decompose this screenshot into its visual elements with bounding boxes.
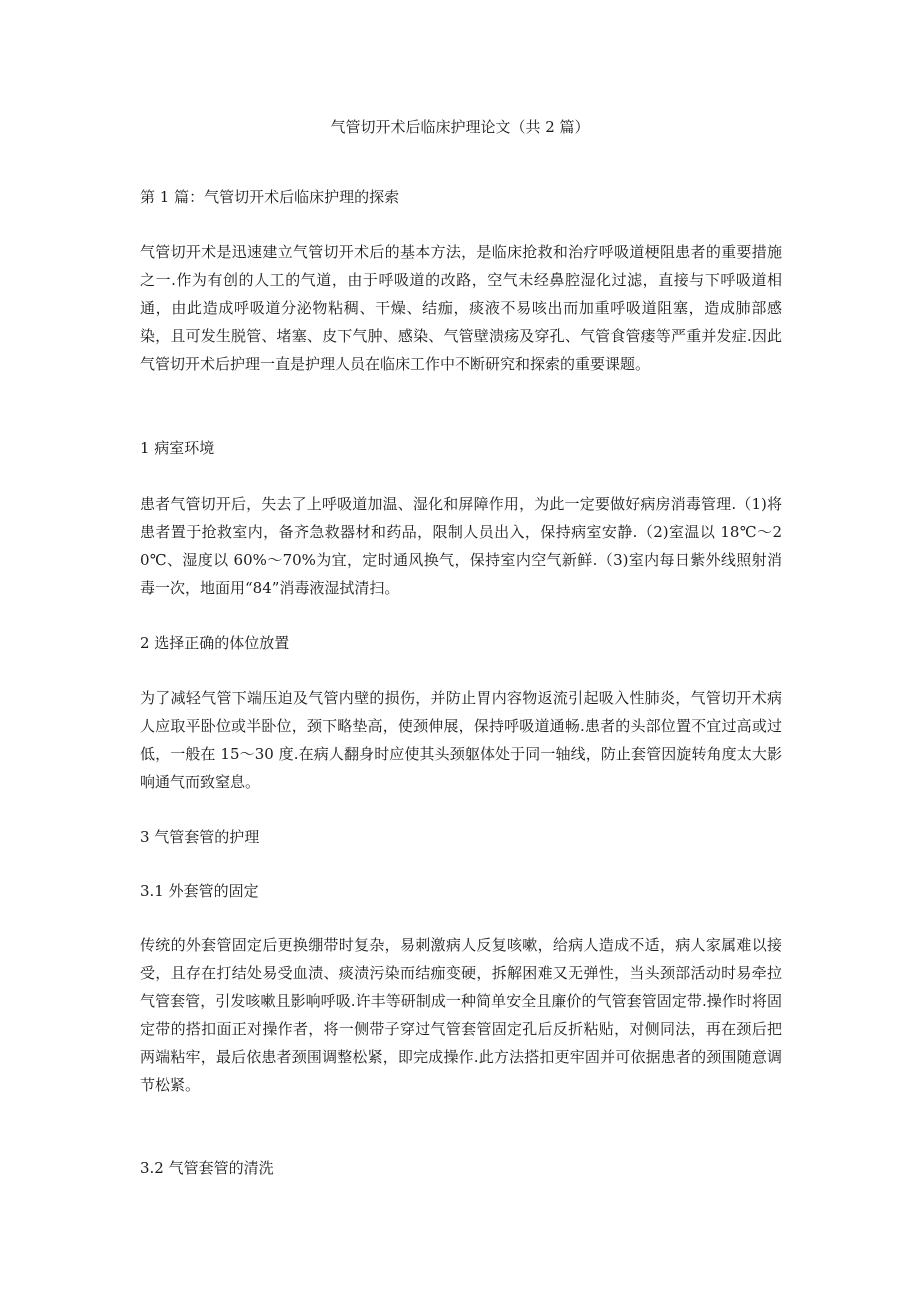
- section-1-paragraph: 患者气管切开后，失去了上呼吸道加温、湿化和屏障作用，为此一定要做好病房消毒管理.（1)将患者置于抢救室内，备齐急救器材和药品，限制人员出入，保持病室安静.（2)室温以 18℃～20℃、湿度以 60%～70%为宜，定时通风换气，保持室内空气新鲜.（3)室内每日紫外线照射消毒一次，地面用“84”消毒液湿拭清扫。: [140, 495, 782, 597]
- section-2-heading: 2 选择正确的体位放置: [140, 634, 290, 652]
- intro-paragraph: 气管切开术是迅速建立气管切开术后的基本方法，是临床抢救和治疗呼吸道梗阻患者的重要措施之一.作为有创的人工的气道，由于呼吸道的改路，空气未经鼻腔湿化过滤，直接与下呼吸道相通，由此造成呼吸道分泌物粘稠、干燥、结痂，痰液不易咳出而加重呼吸道阻塞，造成肺部感染，且可发生脱管、堵塞、皮下气肿、感染、气管壁溃疡及穿孔、气管食管瘘等严重并发症.因此气管切开术后护理一直是护理人员在临床工作中不断研究和探索的重要课题。: [140, 243, 782, 373]
- section-3-1-paragraph: 传统的外套管固定后更换绷带时复杂，易刺激病人反复咳嗽，给病人造成不适，病人家属难以接受，且存在打结处易受血渍、痰渍污染而结痂变硬，拆解困难又无弹性，当头颈部活动时易牵拉气管套管，引发咳嗽且影响呼吸.许丰等研制成一种简单安全且廉价的气管套管固定带.操作时将固定带的搭扣面正对操作者，将一侧带子穿过气管套管固定孔后反折粘贴，对侧同法，再在颈后把两端粘牢，最后依患者颈围调整松紧，即完成操作.此方法搭扣更牢固并可依据患者的颈围随意调节松紧。: [140, 936, 782, 1094]
- section-1-heading: 1 病室环境: [140, 439, 215, 457]
- section-3-1-heading: 3.1 外套管的固定: [140, 882, 259, 900]
- document-title: 气管切开术后临床护理论文（共 2 篇）: [330, 118, 590, 136]
- section-3-heading: 3 气管套管的护理: [140, 828, 260, 846]
- section-2-paragraph: 为了减轻气管下端压迫及气管内壁的损伤，并防止胃内容物返流引起吸入性肺炎，气管切开术病人应取平卧位或半卧位，颈下略垫高，使颈伸展，保持呼吸道通畅.患者的头部位置不宜过高或过低，一般在 15～30 度.在病人翻身时应使其头颈躯体处于同一轴线，防止套管因旋转角度太大影响通气而致窒息。: [140, 689, 782, 791]
- section-3-2-heading: 3.2 气管套管的清洗: [140, 1159, 274, 1177]
- part-heading: 第 1 篇：气管切开术后临床护理的探索: [140, 188, 400, 206]
